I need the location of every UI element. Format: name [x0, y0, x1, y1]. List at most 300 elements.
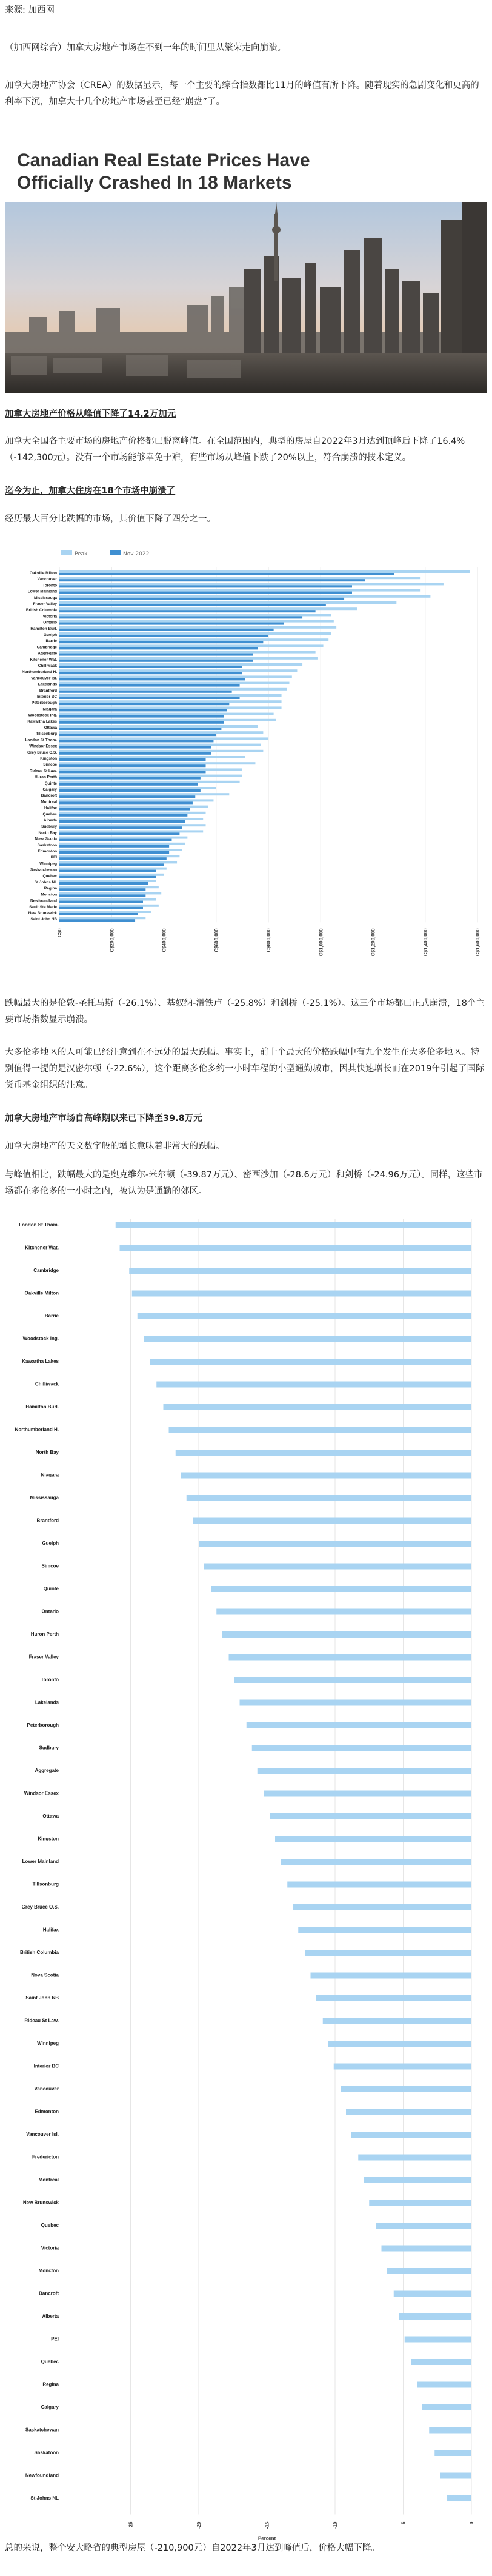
bar-peak [59, 620, 334, 623]
bar-nov-2022 [59, 579, 365, 581]
category-label: British Columbia [25, 608, 57, 613]
bar-percent [281, 1859, 471, 1865]
price-chart [5, 546, 487, 982]
bar-peak [59, 651, 316, 654]
bar-nov-2022 [59, 857, 167, 860]
category-label: St Johns NL [34, 880, 57, 885]
bar-nov-2022 [59, 610, 316, 612]
category-label: Simcoe [41, 1563, 59, 1569]
bar-percent [429, 2427, 471, 2434]
category-label: Barrie [45, 639, 57, 644]
bar-nov-2022 [59, 715, 224, 718]
category-label: Oakville Milton [29, 571, 57, 575]
category-label: Kitchener Wat. [25, 1245, 59, 1251]
category-label: Fraser Valley [28, 1654, 59, 1660]
bar-peak [59, 824, 206, 826]
category-label: Hamilton Burl. [25, 1404, 59, 1410]
category-label: Saskatchewan [30, 868, 57, 872]
category-label: New Brunswick [22, 2200, 59, 2206]
category-label: Bancroft [41, 794, 57, 798]
bar-nov-2022 [59, 598, 344, 600]
bar-percent [240, 1700, 472, 1706]
bar-percent [316, 1995, 472, 2001]
bar-nov-2022 [59, 826, 182, 829]
category-label: Brantford [39, 688, 57, 693]
category-label: Bancroft [39, 2290, 59, 2297]
bar-percent [222, 1631, 471, 1638]
category-label: London St Thom. [19, 1222, 59, 1228]
bar-nov-2022 [59, 616, 302, 618]
bar-nov-2022 [59, 820, 185, 823]
percent-chart-svg [5, 1213, 487, 2541]
category-label: Ontario [43, 620, 57, 625]
category-label: Winnipeg [37, 2041, 59, 2046]
category-label: Lower Mainland [22, 1859, 59, 1864]
section-heading-peak-drop: 加拿大房地产价格从峰值下降了14.2万加元 [5, 409, 176, 419]
bar-nov-2022 [59, 746, 211, 749]
bar-nov-2022 [59, 585, 352, 587]
bar-nov-2022 [59, 777, 201, 780]
bar-peak [59, 688, 287, 691]
bar-percent [129, 1268, 471, 1274]
category-label: Rideau St Law. [24, 2018, 59, 2024]
category-label: Saint John NB [30, 917, 57, 922]
bar-peak [59, 886, 159, 888]
bar-percent [382, 2246, 472, 2252]
category-label: Aggregate [35, 1768, 59, 1773]
bar-nov-2022 [59, 839, 171, 841]
category-label: St Johns NL [30, 2495, 59, 2501]
bar-peak [59, 694, 282, 697]
bar-percent [216, 1609, 471, 1615]
bar-peak [59, 657, 318, 660]
category-label: Alberta [42, 2313, 59, 2319]
bar-peak [59, 601, 396, 604]
section2-paragraph-4: 与峰值相比，跌幅最大的是奥克维尔-米尔顿（-39.87万元）、密西沙加（-28.6万元）和剑桥（-24.96万元）。同样，这些市场都在多伦多的一小时之内，被认为是通勤的郊区。 [5, 1170, 483, 1196]
bar-nov-2022 [59, 907, 143, 909]
category-label: North Bay [35, 1450, 59, 1455]
bar-nov-2022 [59, 641, 263, 643]
bar-nov-2022 [59, 870, 156, 872]
category-label: Niagara [41, 1472, 59, 1478]
x-tick-label: 0 [469, 2521, 474, 2524]
category-label: Toronto [42, 583, 57, 588]
bar-percent [144, 1336, 471, 1342]
section-heading-max-drop: 加拿大房地产市场自高峰期以来已下降至39.8万元 [5, 1114, 202, 1123]
category-label: Sudbury [39, 1745, 59, 1751]
bar-percent [376, 2223, 472, 2229]
bar-percent [176, 1450, 471, 1456]
bar-nov-2022 [59, 789, 201, 792]
category-label: Woodstock Ing. [28, 713, 57, 718]
bar-nov-2022 [59, 851, 169, 854]
bar-nov-2022 [59, 808, 190, 811]
bar-percent [181, 1473, 471, 1479]
category-label: Newfoundland [30, 898, 57, 903]
category-label: Mississauga [30, 1495, 59, 1500]
bar-nov-2022 [59, 623, 284, 625]
x-axis-title: Percent [258, 2535, 276, 2541]
bar-peak [59, 632, 331, 635]
section-heading-crashed-markets: 迄今为止，加拿大住房在18个市场中崩溃了 [5, 486, 176, 496]
category-label: Windsor Essex [29, 744, 57, 749]
bar-peak [59, 595, 430, 598]
bar-peak [59, 626, 336, 629]
section2-paragraph-2: 大多伦多地区的人可能已经注意到在不远处的最大跌幅。事实上，前十个最大的价格跌幅中有九个发生在大多伦多地区。特别值得一提的是汉密尔顿（-22.6%），这个距离多伦多约一小时车程的小型通勤城市，因其快速增长而在2019年引起了国际货币基金组织的注意。 [5, 1048, 485, 1090]
category-label: Quebec [41, 2359, 59, 2364]
bar-nov-2022 [59, 666, 242, 668]
bar-nov-2022 [59, 758, 206, 761]
bar-nov-2022 [59, 678, 245, 680]
category-label: Chilliwack [35, 1381, 59, 1387]
bar-percent [199, 1541, 471, 1547]
category-label: Kawartha Lakes [22, 1359, 59, 1364]
bar-nov-2022 [59, 697, 240, 699]
category-label: Winnipeg [39, 861, 57, 866]
category-label: Toronto [41, 1677, 59, 1682]
bar-nov-2022 [59, 573, 394, 575]
hero-title: Canadian Real Estate Prices Have Officially Crashed In 18 Markets [17, 150, 310, 193]
category-label: Vancouver [34, 2086, 59, 2092]
legend-label-1: Nov 2022 [123, 551, 150, 557]
bar-percent [411, 2359, 471, 2365]
bar-percent [351, 2132, 471, 2138]
category-label: Nova Scotia [31, 1972, 59, 1978]
bar-nov-2022 [59, 845, 169, 848]
bar-nov-2022 [59, 684, 240, 687]
category-label: Calgary [41, 2404, 59, 2410]
bar-percent [346, 2109, 471, 2115]
section1-paragraph-2: 经历最大百分比跌幅的市场，其价值下降了四分之一。 [5, 514, 216, 524]
bar-nov-2022 [59, 691, 232, 693]
category-label: Woodstock Ing. [22, 1336, 59, 1342]
bar-peak [59, 762, 255, 764]
price-chart-svg [5, 546, 487, 982]
bar-percent [187, 1495, 471, 1501]
category-label: Saskatoon [34, 2450, 59, 2455]
toronto-skyline-photo [5, 202, 487, 393]
category-label: Tillsonburg [32, 1881, 59, 1887]
section2-paragraph-1: 跌幅最大的是伦敦-圣托马斯（-26.1%）、基奴纳-滑铁卢（-25.8%）和剑桥（-25.1%）。这三个市场都已正式崩溃，18个主要市场指数显示崩溃。 [5, 999, 485, 1025]
category-label: PEI [51, 2336, 59, 2342]
bar-percent [270, 1813, 471, 1819]
category-label: British Columbia [19, 1950, 59, 1955]
percent-chart [5, 1213, 487, 2541]
bar-nov-2022 [59, 913, 138, 915]
section1-paragraph: 加拿大全国各主要市场的房地产价格都已脱离峰值。在全国范围内，典型的房屋自2022年3月达到顶峰后下降了16.4%（-142,300元）。没有一个市场能够幸免于难，有些市场从峰值下跌了20%以上，符合崩溃的技术定义。 [5, 437, 465, 463]
category-label: Chilliwack [38, 664, 57, 668]
legend-swatch-0 [61, 550, 72, 555]
bar-percent [120, 1245, 472, 1251]
bar-nov-2022 [59, 783, 198, 786]
category-label: Regina [42, 2381, 59, 2387]
bar-peak [59, 589, 420, 592]
bar-percent [394, 2291, 471, 2297]
category-label: Sault Ste Marie [29, 905, 57, 909]
bar-peak [59, 837, 187, 839]
category-label: Huron Perth [30, 1631, 59, 1637]
bar-percent [417, 2382, 471, 2388]
x-tick-label: C$1,200,000 [370, 928, 376, 957]
bar-peak [59, 868, 167, 870]
bar-peak [59, 768, 242, 771]
intro-paragraph-2: 加拿大房地产协会（CREA）的数据显示，每一个主要的综合指数都比11月的峰值有所下降。随着现实的急剧变化和更高的利率下沉，加拿大十几个房地产市场甚至已经“崩盘”了。 [5, 81, 479, 107]
category-label: Quinte [43, 1586, 59, 1591]
category-label: Saint John NB [25, 1995, 59, 2001]
bar-peak [59, 892, 161, 894]
bar-peak [59, 849, 182, 851]
bar-nov-2022 [59, 721, 224, 724]
bar-peak [59, 781, 240, 783]
bar-percent [156, 1382, 471, 1388]
bar-nov-2022 [59, 660, 253, 662]
category-label: Barrie [44, 1313, 59, 1319]
category-label: London St Thom. [25, 738, 57, 743]
bar-nov-2022 [59, 604, 326, 606]
category-label: Halifax [44, 806, 57, 811]
bar-percent [169, 1427, 472, 1433]
category-label: Montreal [41, 800, 57, 805]
bar-percent [434, 2450, 471, 2456]
category-label: Peterborough [27, 1722, 59, 1728]
bar-peak [59, 806, 208, 808]
category-label: Ontario [41, 1608, 59, 1614]
x-tick-label: -5 [401, 2521, 407, 2526]
category-label: Vancouver [37, 577, 57, 582]
category-label: Saskatchewan [25, 2427, 59, 2433]
bar-nov-2022 [59, 888, 145, 891]
bar-peak [59, 638, 328, 641]
bar-percent [116, 1222, 471, 1228]
intro-paragraph-1: （加西网综合）加拿大房地产市场在不到一年的时间里从繁荣走向崩溃。 [5, 43, 286, 53]
bar-nov-2022 [59, 814, 187, 817]
category-label: Saskatoon [37, 843, 57, 848]
bar-percent [440, 2473, 471, 2479]
category-label: Regina [44, 886, 57, 891]
legend-swatch-1 [110, 550, 121, 555]
bar-percent [323, 2018, 471, 2024]
category-label: New Brunswick [28, 911, 57, 915]
category-label: Grey Bruce O.S. [21, 1904, 59, 1910]
bar-peak [59, 614, 331, 616]
bar-percent [447, 2495, 472, 2501]
category-label: Huron Perth [35, 775, 57, 780]
x-tick-label: C$400,000 [161, 928, 167, 952]
x-tick-label: -25 [128, 2521, 134, 2529]
bar-nov-2022 [59, 654, 253, 656]
bar-percent [305, 1950, 472, 1956]
category-label: Hamilton Burl. [30, 626, 57, 631]
bar-peak [59, 898, 156, 901]
category-label: Fraser Valley [33, 602, 57, 606]
bar-percent [328, 2041, 471, 2047]
bar-percent [264, 1791, 471, 1797]
x-tick-label: C$1,400,000 [422, 928, 428, 957]
category-label: Rideau St Law. [29, 769, 57, 774]
bar-percent [164, 1404, 472, 1410]
bar-percent [258, 1768, 471, 1774]
category-label: Guelph [43, 633, 57, 637]
bar-nov-2022 [59, 752, 211, 755]
category-label: Moncton [38, 2268, 59, 2273]
bar-peak [59, 911, 151, 913]
category-label: Oakville Milton [24, 1290, 59, 1296]
bar-nov-2022 [59, 894, 145, 897]
category-label: Calgary [42, 788, 57, 792]
category-label: Tillsonburg [36, 732, 57, 737]
bar-nov-2022 [59, 795, 195, 798]
bar-percent [298, 1927, 471, 1933]
bar-peak [59, 861, 177, 863]
bar-nov-2022 [59, 734, 216, 736]
bar-percent [247, 1722, 471, 1728]
category-label: Montreal [38, 2177, 59, 2183]
bar-percent [275, 1836, 471, 1842]
category-label: Victoria [41, 2245, 59, 2251]
bar-percent [150, 1359, 471, 1365]
bar-nov-2022 [59, 672, 242, 674]
category-label: Newfoundland [25, 2472, 59, 2478]
category-label: North Bay [38, 831, 57, 835]
bar-percent [422, 2404, 471, 2410]
bar-percent [334, 2064, 471, 2070]
category-label: Victoria [42, 614, 57, 619]
bar-percent [204, 1564, 471, 1570]
bar-peak [59, 644, 324, 647]
bar-percent [252, 1745, 471, 1751]
category-label: Quinte [44, 781, 57, 786]
bar-peak [59, 669, 297, 672]
category-label: Mississauga [33, 595, 57, 600]
category-label: Grey Bruce O.S. [27, 750, 57, 755]
bar-percent [211, 1586, 471, 1592]
bar-peak [59, 731, 263, 734]
category-label: Northumberland H. [22, 670, 57, 675]
category-label: Nova Scotia [35, 837, 57, 841]
bar-nov-2022 [59, 771, 206, 773]
bar-peak [59, 756, 245, 758]
bar-percent [364, 2177, 471, 2183]
footer-paragraph: 总的来说，整个安大略省的典型房屋（-210,900元）自2022年3月达到峰值后，价格大幅下降。 [5, 2543, 380, 2553]
bar-nov-2022 [59, 901, 143, 903]
category-label: Kawartha Lakes [27, 719, 57, 724]
bar-percent [341, 2086, 471, 2092]
category-label: Cambridge [36, 645, 57, 650]
bar-percent [405, 2337, 471, 2343]
bar-nov-2022 [59, 703, 229, 705]
x-tick-label: C$1,600,000 [475, 928, 480, 957]
bar-nov-2022 [59, 919, 135, 922]
category-label: Niagara [42, 707, 57, 712]
bar-peak [59, 793, 229, 795]
category-label: Halifax [42, 1927, 59, 1933]
category-label: Lower Mainland [27, 589, 57, 594]
bar-peak [59, 818, 203, 820]
bar-percent [387, 2268, 472, 2274]
category-label: Aggregate [38, 651, 57, 656]
bar-peak [59, 682, 290, 684]
bar-peak [59, 799, 213, 801]
bar-nov-2022 [59, 876, 156, 878]
category-label: Kingston [40, 757, 57, 761]
section2-paragraph-3: 加拿大房地产的天文数字般的增长意味着非常大的跌幅。 [5, 1142, 225, 1151]
category-label: Lakelands [38, 682, 57, 687]
category-label: Brantford [36, 1517, 59, 1524]
bar-peak [59, 737, 268, 740]
bar-percent [229, 1654, 472, 1661]
bar-nov-2022 [59, 592, 352, 594]
category-label: Quebec [41, 2223, 59, 2228]
bar-peak [59, 675, 292, 678]
category-label: Quebec [42, 874, 57, 878]
bar-peak [59, 744, 261, 746]
category-label: Alberta [43, 818, 57, 823]
category-label: Vancouver Isl. [31, 676, 57, 681]
bar-peak [59, 775, 242, 777]
category-label: Windsor Essex [24, 1790, 59, 1796]
bar-percent [193, 1518, 471, 1524]
bar-percent [358, 2155, 471, 2161]
category-label: Cambridge [33, 1268, 59, 1273]
bar-percent [399, 2313, 471, 2320]
bar-nov-2022 [59, 629, 274, 631]
category-label: Sudbury [41, 825, 57, 829]
category-label: Kitchener Wat. [30, 657, 57, 662]
category-label: Interior BC [33, 2063, 59, 2069]
category-label: Lakelands [35, 1699, 59, 1705]
category-label: Ottawa [42, 1813, 59, 1819]
bar-peak [59, 700, 282, 703]
bar-peak [59, 905, 159, 907]
bar-percent [287, 1882, 471, 1888]
bar-peak [59, 855, 179, 857]
bar-nov-2022 [59, 863, 164, 866]
x-tick-label: C$1,000,000 [318, 928, 324, 957]
bar-nov-2022 [59, 709, 227, 711]
bar-peak [59, 570, 470, 573]
category-label: Quebec [42, 812, 57, 817]
bar-percent [132, 1291, 471, 1297]
bar-nov-2022 [59, 832, 179, 835]
bar-peak [59, 750, 263, 752]
bar-peak [59, 713, 274, 715]
x-tick-label: -10 [333, 2521, 338, 2529]
category-label: Moncton [41, 892, 57, 897]
bar-peak [59, 583, 444, 585]
x-tick-label: C$600,000 [213, 928, 219, 952]
bar-percent [293, 1904, 471, 1910]
source-line: 来源: 加西网 [5, 5, 55, 15]
legend-label-0: Peak [75, 551, 88, 557]
hero-image [5, 134, 487, 393]
bar-peak [59, 874, 164, 876]
bar-nov-2022 [59, 740, 213, 742]
bar-nov-2022 [59, 764, 206, 767]
category-label: Simcoe [43, 763, 57, 768]
x-tick-label: C$200,000 [109, 928, 115, 952]
bar-peak [59, 706, 282, 709]
category-label: Kingston [38, 1836, 59, 1842]
category-label: Edmonton [38, 849, 57, 854]
category-label: Vancouver Isl. [26, 2132, 59, 2137]
bar-percent [311, 1973, 472, 1979]
category-label: Ottawa [44, 726, 57, 730]
bar-nov-2022 [59, 728, 221, 730]
bar-percent [138, 1313, 471, 1319]
bar-peak [59, 577, 420, 579]
bar-peak [59, 787, 216, 789]
bar-peak [59, 607, 357, 610]
